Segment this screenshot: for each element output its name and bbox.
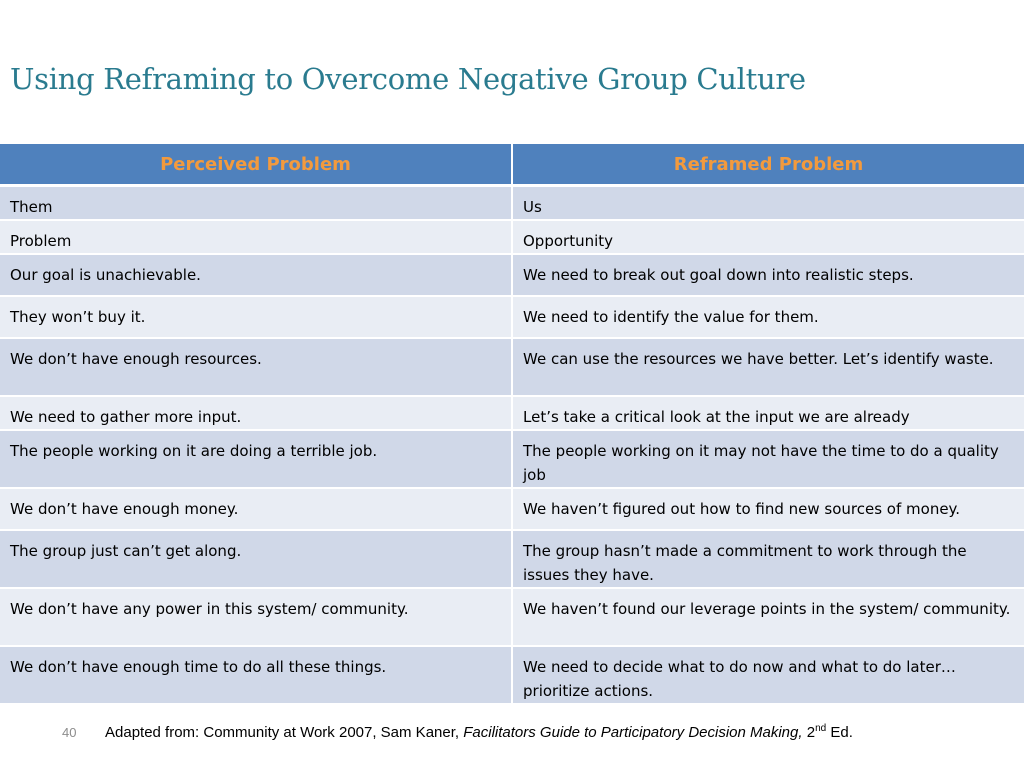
reframed-cell: We need to decide what to do now and what to do later…prioritize actions.: [512, 646, 1024, 704]
reframed-cell: Let’s take a critical look at the input we are already: [512, 396, 1024, 430]
perceived-cell: Them: [0, 186, 512, 221]
slide-title: Using Reframing to Overcome Negative Group Culture: [10, 62, 806, 96]
citation-edition-ordinal: nd: [815, 723, 827, 734]
table-row: [0, 646, 1024, 704]
perceived-cell: The group just can’t get along.: [0, 530, 512, 588]
perceived-cell: They won’t buy it.: [0, 296, 512, 338]
reframing-table: [0, 144, 1024, 705]
reframed-cell: Opportunity: [512, 220, 1024, 254]
reframed-cell: We haven’t figured out how to find new sources of money.: [512, 488, 1024, 530]
reframed-cell: We need to break out goal down into realistic steps.: [512, 254, 1024, 296]
reframed-cell: The group hasn’t made a commitment to work through the issues they have.: [512, 530, 1024, 588]
perceived-cell: Problem: [0, 220, 512, 254]
table-row: [0, 488, 1024, 530]
citation-edition-number: 2: [802, 724, 816, 741]
reframed-cell: We haven’t found our leverage points in the system/ community.: [512, 588, 1024, 646]
reframed-cell: We need to identify the value for them.: [512, 296, 1024, 338]
perceived-cell: We don’t have enough resources.: [0, 338, 512, 396]
perceived-cell: We don’t have enough money.: [0, 488, 512, 530]
source-citation: [105, 723, 853, 741]
table-row: [0, 186, 1024, 221]
citation-prefix: Adapted from: Community at Work 2007, Sam Kaner,: [105, 724, 464, 741]
table-row: [0, 396, 1024, 430]
perceived-cell: We don’t have enough time to do all these things.: [0, 646, 512, 704]
reframed-cell: We can use the resources we have better. Let’s identify waste.: [512, 338, 1024, 396]
table-row: [0, 254, 1024, 296]
reframed-cell: Us: [512, 186, 1024, 221]
reframed-cell: The people working on it may not have the time to do a quality job: [512, 430, 1024, 488]
table-row: [0, 588, 1024, 646]
slide-number: 40: [62, 725, 77, 740]
perceived-cell: The people working on it are doing a terrible job.: [0, 430, 512, 488]
header-perceived-problem: Perceived Problem: [0, 144, 512, 186]
table-row: [0, 220, 1024, 254]
header-reframed-problem: Reframed Problem: [512, 144, 1024, 186]
perceived-cell: Our goal is unachievable.: [0, 254, 512, 296]
citation-book-title: Facilitators Guide to Participatory Decision Making,: [463, 724, 803, 741]
table-header-row: [0, 144, 1024, 186]
perceived-cell: We need to gather more input.: [0, 396, 512, 430]
table-row: [0, 530, 1024, 588]
citation-edition-suffix: Ed.: [826, 724, 853, 741]
table-row: [0, 430, 1024, 488]
table-row: [0, 338, 1024, 396]
perceived-cell: We don’t have any power in this system/ community.: [0, 588, 512, 646]
table-row: [0, 296, 1024, 338]
